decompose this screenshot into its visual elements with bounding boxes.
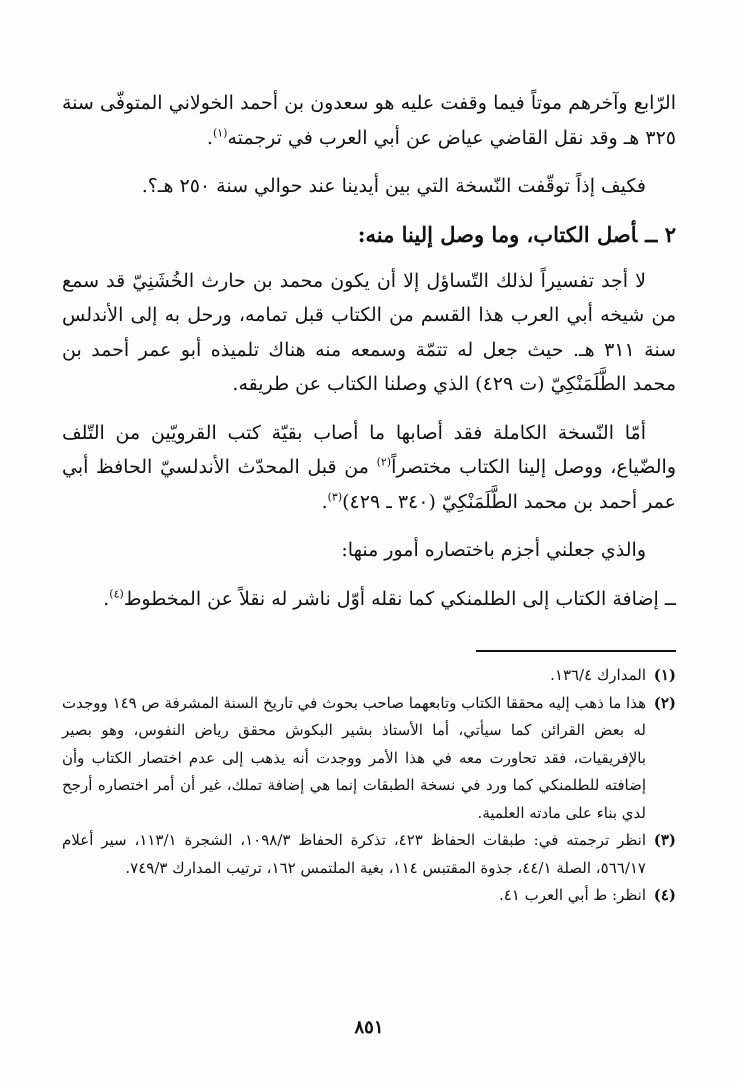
footnote-1-text: المدارك ١٣٦/٤. — [550, 666, 646, 684]
paragraph-1-end: . — [206, 126, 213, 149]
paragraph-5 — [62, 533, 676, 568]
paragraph-6-end: . — [103, 587, 110, 610]
footnote-4-number: (٤) — [653, 886, 676, 904]
footnote-4 — [62, 882, 676, 910]
paragraph-1 — [62, 86, 676, 155]
footnote-3-number: (٣) — [653, 831, 676, 849]
paragraph-4-text-b: من قبل المحدّث الأندلسيّ الحافظ أبي عمر أحمد بن محمد الطَّلَمَنْكِيّ (٣٤٠ ـ ٤٢٩) — [62, 456, 676, 513]
section-number: ٢ ــ — [645, 221, 676, 247]
footnote-2-number: (٢) — [653, 693, 676, 712]
paragraph-3 — [62, 264, 676, 402]
footnote-4-text: انظر: ط أبي العرب ٤١. — [498, 886, 646, 904]
section-title: أصل الكتاب، وما وصل إلينا منه: — [357, 221, 638, 247]
paragraph-2-text: فكيف إذاً توقّفت النّسخة التي بين أيدينا عند حوالي سنة ٢٥٠ هـ؟. — [141, 175, 646, 197]
paragraph-2 — [62, 169, 676, 204]
footnote-1-number: (١) — [653, 666, 676, 684]
footnote-ref-1: (١) — [212, 126, 228, 140]
section-heading — [62, 218, 676, 252]
footnote-2 — [62, 690, 676, 828]
paragraph-4-text-a: أمّا النّسخة الكاملة فقد أصابها ما أصاب بقيّة كتب القرويّين من التّلف والضّياع، ووصل إلينا الكتاب مختصراً — [62, 421, 676, 478]
footnote-ref-4: (٤) — [109, 587, 124, 601]
footnote-ref-2: (٢) — [376, 455, 392, 469]
paragraph-1-text: الرّابع وآخرهم موتاً فيما وقفت عليه هو سعدون بن أحمد الخولاني المتوفّى سنة ٣٢٥ هـ وقد نقل القاضي عياض عن أبي العرب في ترجمته — [62, 92, 676, 149]
paragraph-6 — [62, 582, 676, 617]
footnote-3-text: انظر ترجمته في: طبقات الحفاظ ٤٢٣، تذكرة الحفاظ ١٠٩٨/٣، الشجرة ١١٣/١، سير أعلام ٥٦٦/١٧، الصلة ٤٤/١، جذوة المقتبس ١١٤، بغية الملتمس ١٦٢، ترتيب المدارك ٧٤٩/٣. — [62, 831, 646, 877]
footnote-2-text: هذا ما ذهب إليه محققا الكتاب وتابعهما صاحب بحوث في تاريخ السنة المشرفة ص ١٤٩ ووجدت له بعض القرائن كما سيأتي، أما الأستاذ بشير البكوش محقق رياض النفوس، وهو بصير بالإفريقيات، فقد تحاورت معه في هذا الأمر ووجدت أنه يذهب إلى عدم اختصار الكتاب وأن إضافته للطلمنكي كما ورد في نسخة الطبقات إنما هي إضافة تملك، غير أن أمر اختصاره أرجح لدي بناء على مادته العلمية. — [62, 693, 646, 822]
footnote-ref-3: (٣) — [327, 490, 343, 504]
page-number: ٨٥١ — [354, 1017, 384, 1038]
paragraph-4-end: . — [321, 490, 328, 513]
paragraph-5-text: والذي جعلني أجزم باختصاره أمور منها: — [341, 539, 646, 561]
page-content — [62, 86, 676, 910]
paragraph-3-text: لا أجد تفسيراً لذلك التّساؤل إلا أن يكون محمد بن حارث الخُشَنِيّ قد سمع من شيخه أبي العرب هذا القسم من الكتاب قبل تمامه، ورحل به إلى الأندلس سنة ٣١١ هـ. حيث جعل له تتمّة وسمعه منه هناك تلميذه أبو عمر أحمد بن محمد الطَّلَمَنْكِيّ (ت ٤٢٩) الذي وصلنا الكتاب عن طريقه. — [62, 269, 676, 395]
paragraph-4 — [62, 416, 676, 520]
footnote-separator — [476, 650, 676, 652]
footnote-3 — [62, 827, 676, 882]
paragraph-6-text: ــ إضافة الكتاب إلى الطلمنكي كما نقله أوّل ناشر له نقلاً عن المخطوط — [123, 587, 676, 610]
footnote-1 — [62, 662, 676, 690]
